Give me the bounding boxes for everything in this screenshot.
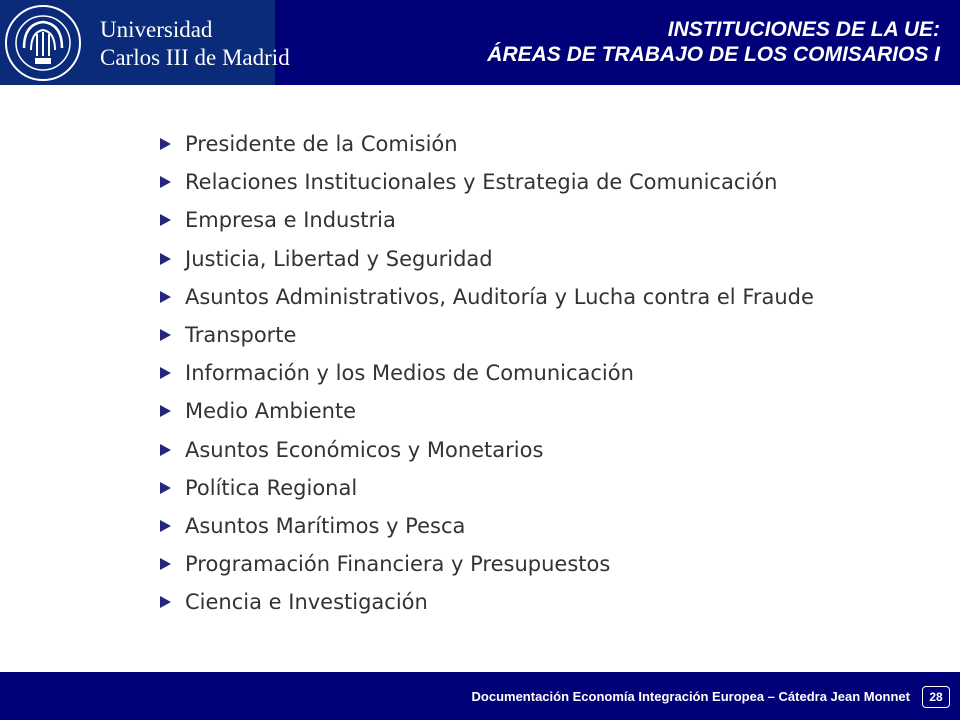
list-item — [160, 431, 920, 469]
triangle-bullet-icon — [160, 253, 171, 265]
list-item-label: Empresa e Industria — [185, 208, 396, 233]
list-item-label: Información y los Medios de Comunicación — [185, 361, 634, 386]
list-item — [160, 201, 920, 239]
triangle-bullet-icon — [160, 444, 171, 456]
triangle-bullet-icon — [160, 176, 171, 188]
triangle-bullet-icon — [160, 291, 171, 303]
university-name — [100, 16, 290, 72]
triangle-bullet-icon — [160, 482, 171, 494]
list-item — [160, 278, 920, 316]
list-item — [160, 392, 920, 430]
triangle-bullet-icon — [160, 329, 171, 341]
list-item — [160, 125, 920, 163]
university-seal-icon — [4, 4, 82, 82]
footer-bar — [0, 672, 960, 720]
list-item — [160, 545, 920, 583]
page-number: 28 — [922, 686, 950, 708]
triangle-bullet-icon — [160, 214, 171, 226]
triangle-bullet-icon — [160, 558, 171, 570]
slide-title-line2: ÁREAS DE TRABAJO DE LOS COMISARIOS I — [487, 43, 940, 66]
triangle-bullet-icon — [160, 367, 171, 379]
university-logo — [0, 0, 290, 85]
footer-text: Documentación Economía Integración Europea – Cátedra Jean Monnet — [471, 689, 910, 704]
triangle-bullet-icon — [160, 405, 171, 417]
list-item — [160, 354, 920, 392]
list-item — [160, 240, 920, 278]
university-name-line2: Carlos III de Madrid — [100, 45, 290, 70]
slide-title-line1: INSTITUCIONES DE LA UE: — [667, 18, 940, 41]
list-item-label: Programación Financiera y Presupuestos — [185, 552, 611, 577]
list-item-label: Relaciones Institucionales y Estrategia de Comunicación — [185, 170, 778, 195]
list-item-label: Asuntos Marítimos y Pesca — [185, 513, 466, 538]
list-item-label: Medio Ambiente — [185, 399, 357, 424]
list-item-label: Asuntos Económicos y Monetarios — [185, 437, 544, 462]
list-item — [160, 316, 920, 354]
triangle-bullet-icon — [160, 596, 171, 608]
list-item-label: Política Regional — [185, 475, 358, 500]
header-bar — [0, 0, 960, 85]
slide-title — [300, 17, 940, 67]
list-item — [160, 507, 920, 545]
commissioner-areas-list — [160, 125, 920, 621]
list-item-label: Ciencia e Investigación — [185, 590, 428, 615]
triangle-bullet-icon — [160, 520, 171, 532]
list-item-label: Asuntos Administrativos, Auditoría y Lucha contra el Fraude — [185, 284, 814, 309]
list-item — [160, 163, 920, 201]
list-item — [160, 583, 920, 621]
list-item — [160, 469, 920, 507]
university-name-line1: Universidad — [100, 17, 213, 42]
list-item-label: Transporte — [185, 323, 297, 348]
triangle-bullet-icon — [160, 138, 171, 150]
list-item-label: Presidente de la Comisión — [185, 132, 458, 157]
list-item-label: Justicia, Libertad y Seguridad — [185, 246, 493, 271]
